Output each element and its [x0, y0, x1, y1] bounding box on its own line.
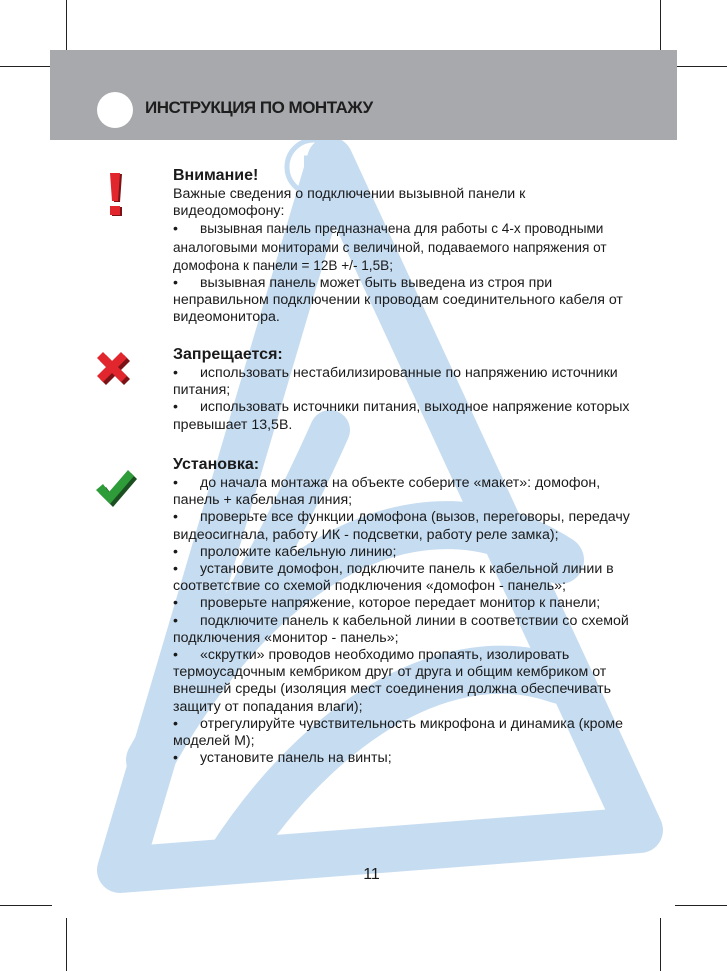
cross-icon	[95, 352, 135, 388]
bullet: •	[173, 612, 178, 629]
list-item	[173, 595, 633, 612]
list-item-text: подключите панель к кабельной линии в соответствии со схемой подключения «монитор - панель»;	[173, 612, 629, 646]
list-item-text: использовать нестабилизированные по напряжению источники питания;	[173, 365, 618, 399]
header-bullet-circle	[97, 92, 133, 128]
list-item-text: проверьте напряжение, которое передает монитор к панели;	[200, 595, 601, 612]
list-item-text: проверьте все функции домофона (вызов, переговоры, передачу видеосигнала, работу ИК - подсветки, работу реле замка);	[173, 509, 630, 543]
header-band	[50, 50, 677, 140]
list-item-text: установите панель на винты;	[200, 750, 392, 767]
list-item-text: отрегулируйте чувствительность микрофона и динамика (кроме моделей M);	[173, 715, 624, 750]
list-item-text: установите домофон, подключите панель к кабельной линии в соответствие со схемой подключения «домофон - панель»;	[173, 561, 614, 595]
list-item	[173, 399, 633, 433]
bullet: •	[173, 750, 178, 767]
svg-text:R: R	[301, 149, 327, 187]
bullet: •	[173, 647, 178, 664]
checkmark-icon	[96, 470, 138, 510]
list-item	[173, 220, 633, 275]
bullet: •	[173, 715, 178, 732]
page-number: 11	[363, 866, 380, 883]
attention-section	[173, 166, 633, 327]
installation-section	[173, 455, 633, 767]
forbidden-section	[173, 345, 633, 434]
exclamation-icon	[104, 172, 128, 218]
list-item-text: вызывная панель может быть выведена из строя при неправильном подключении к проводам соединительного кабеля от видеомонитора.	[173, 275, 623, 326]
list-item	[173, 275, 633, 327]
bullet: •	[173, 475, 178, 491]
bullet: •	[173, 543, 178, 560]
bullet: •	[173, 595, 178, 612]
bullet: •	[173, 365, 178, 381]
bullet: •	[173, 221, 178, 238]
bullet: •	[173, 275, 178, 292]
bullet: •	[173, 399, 178, 416]
list-item	[173, 365, 633, 399]
installation-heading: Установка:	[173, 456, 260, 473]
list-item-text: вызывная панель предназначена для работы с 4-х проводными аналоговыми мониторами с величиной, подаваемого напряжения от домофона к панели = 12В +/- 1,5В;	[173, 221, 607, 273]
bullet: •	[173, 509, 178, 526]
attention-intro: Важные сведения о подключении вызывной панели к видеодомофону:	[173, 186, 526, 220]
list-item-text: до начала монтажа на объекте соберите «макет»: домофон, панель + кабельная линия;	[173, 475, 601, 509]
list-item	[173, 544, 633, 561]
bullet: •	[173, 561, 178, 578]
list-item	[173, 647, 633, 716]
list-item-text: использовать источники питания, выходное напряжение которых превышает 13,5В.	[173, 399, 630, 433]
page-title: ИНСТРУКЦИЯ ПО МОНТАЖУ	[145, 98, 373, 117]
list-item-text: «скрутки» проводов необходимо пропаять, изолировать термоусадочным кембриком друг от друга и общим кембриком от внешней среды (изоляция мест соединения должна обеспечивать защиту от попадания влаги);	[173, 647, 612, 715]
list-item-text: проложите кабельную линию;	[200, 543, 397, 560]
attention-heading: Внимание!	[173, 167, 259, 184]
list-item	[173, 716, 633, 750]
list-item	[173, 475, 633, 509]
forbidden-heading: Запрещается:	[173, 346, 283, 363]
list-item	[173, 750, 633, 767]
list-item	[173, 509, 633, 543]
list-item	[173, 613, 633, 647]
list-item	[173, 561, 633, 595]
